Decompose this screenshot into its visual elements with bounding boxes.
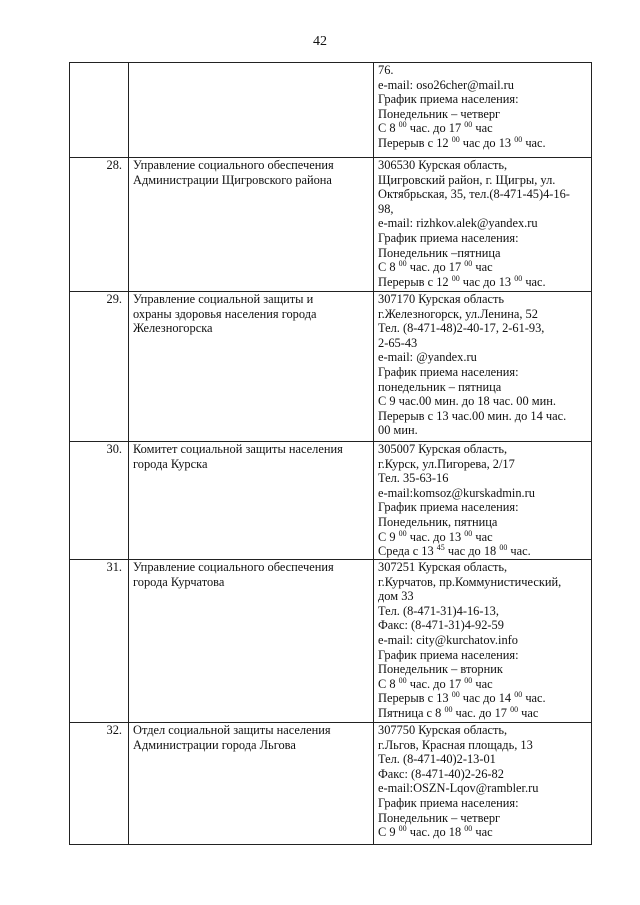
email-text: e-mail:komsoz@kurskadmin.ru	[378, 485, 535, 500]
organization-name	[129, 723, 374, 845]
page-number: 42	[313, 34, 327, 49]
org-line: Администрации города Льгова	[133, 737, 296, 752]
contact-info	[374, 723, 592, 845]
schedule-title: График приема населения:	[378, 92, 519, 107]
address-line: Щигровский район, г. Щигры, ул.	[378, 172, 556, 187]
contact-info	[374, 442, 592, 560]
address-line: 307251 Курская область,	[378, 560, 508, 574]
schedule-hours: С 8 $^{00}$ час. до 17 $^{00}$ час	[378, 675, 493, 691]
address-line: 306530 Курская область,	[378, 158, 508, 172]
table-row	[70, 63, 592, 158]
schedule-hours: С 9 час.00 мин. до 18 час. 00 мин.	[378, 394, 556, 409]
org-line: Управление социального обеспечения	[133, 158, 334, 172]
contacts-table	[69, 62, 592, 845]
schedule-break: 00 мин.	[378, 423, 418, 438]
email-text: e-mail: city@kurchatov.info	[378, 632, 518, 647]
organization-name	[129, 292, 374, 442]
fax-text: Факс: (8-471-40)2-26-82	[378, 766, 504, 781]
address-line: 305007 Курская область,	[378, 442, 508, 456]
email-text: e-mail: rizhkov.alek@yandex.ru	[378, 216, 538, 231]
phone-text: Тел. (8-471-31)4-16-13,	[378, 603, 499, 618]
address-line: г.Железногорск, ул.Ленина, 52	[378, 306, 538, 321]
row-number: 29.	[70, 292, 129, 442]
schedule-break: Перерыв с 13 час.00 мин. до 14 час.	[378, 408, 567, 423]
phone-text: 2-65-43	[378, 335, 418, 350]
table-row	[70, 442, 592, 560]
schedule-extra: Среда с 13 $^{45}$ час до 18 $^{00}$ час.	[378, 543, 531, 559]
org-line: города Курчатова	[133, 574, 225, 589]
fax-text: Факс: (8-471-31)4-92-59	[378, 618, 504, 633]
organization-name	[129, 560, 374, 723]
org-line: Комитет социальной защиты населения	[133, 442, 343, 456]
org-line: Железногорска	[133, 321, 213, 336]
schedule-title: График приема населения:	[378, 795, 519, 810]
contact-info	[374, 560, 592, 723]
organization-name	[129, 63, 374, 158]
row-number: 32.	[70, 723, 129, 845]
schedule-break: Перерыв с 12 $^{00}$ час до 13 $^{00}$ час.	[378, 134, 546, 150]
organization-name	[129, 158, 374, 292]
table-row	[70, 560, 592, 723]
address-line: г.Курск, ул.Пигорева, 2/17	[378, 456, 515, 471]
table-row	[70, 723, 592, 845]
schedule-hours: С 8 $^{00}$ час. до 17 $^{00}$ час	[378, 120, 493, 136]
address-line: дом 33	[378, 589, 414, 604]
schedule-days: Понедельник –пятница	[378, 245, 501, 260]
schedule-days: Понедельник – вторник	[378, 662, 503, 677]
email-text: e-mail:OSZN-Lqov@rambler.ru	[378, 781, 539, 796]
schedule-friday: Пятница с 8 $^{00}$ час. до 17 $^{00}$ час	[378, 704, 539, 720]
address-line: 76.	[378, 63, 394, 77]
phone-text: Тел. (8-471-40)2-13-01	[378, 752, 496, 767]
row-number: 28.	[70, 158, 129, 292]
address-line: 98,	[378, 201, 394, 216]
org-line: города Курска	[133, 456, 208, 471]
schedule-title: График приема населения:	[378, 230, 519, 245]
table-row	[70, 158, 592, 292]
email-text: e-mail: @yandex.ru	[378, 350, 477, 365]
schedule-hours: С 9 $^{00}$ час. до 18 $^{00}$ час	[378, 824, 493, 840]
email-text: e-mail: oso26cher@mail.ru	[378, 77, 514, 92]
schedule-days: Понедельник – четверг	[378, 810, 501, 825]
contact-info	[374, 158, 592, 292]
contact-info	[374, 292, 592, 442]
schedule-hours: С 9 $^{00}$ час. до 13 $^{00}$ час	[378, 528, 493, 544]
row-number: 30.	[70, 442, 129, 560]
schedule-hours: С 8 $^{00}$ час. до 17 $^{00}$ час	[378, 259, 493, 275]
contact-info	[374, 63, 592, 158]
address-line: г.Курчатов, пр.Коммунистический,	[378, 574, 562, 589]
address-line: Октябрьская, 35, тел.(8-471-45)4-16-	[378, 187, 570, 202]
address-line: 307750 Курская область,	[378, 723, 508, 737]
schedule-days: Понедельник – четверг	[378, 106, 501, 121]
row-number	[70, 63, 129, 158]
phone-text: Тел. 35-63-16	[378, 471, 449, 486]
schedule-break: Перерыв с 13 $^{00}$ час до 14 $^{00}$ час.	[378, 690, 546, 706]
schedule-days: Понедельник, пятница	[378, 514, 498, 529]
schedule-title: График приема населения:	[378, 500, 519, 515]
org-line: Отдел социальной защиты населения	[133, 723, 331, 737]
phone-text: Тел. (8-471-48)2-40-17, 2-61-93,	[378, 321, 545, 336]
organization-name	[129, 442, 374, 560]
row-number: 31.	[70, 560, 129, 723]
schedule-days: понедельник – пятница	[378, 379, 502, 394]
org-line: Управление социального обеспечения	[133, 560, 334, 574]
address-line: г.Льгов, Красная площадь, 13	[378, 737, 533, 752]
org-line: Администрации Щигровского района	[133, 172, 332, 187]
schedule-break: Перерыв с 12 $^{00}$ час до 13 $^{00}$ час.	[378, 273, 546, 289]
schedule-title: График приема населения:	[378, 364, 519, 379]
table-row	[70, 292, 592, 442]
org-line: Управление социальной защиты и	[133, 292, 314, 306]
schedule-title: График приема населения:	[378, 647, 519, 662]
org-line: охраны здоровья населения города	[133, 306, 317, 321]
address-line: 307170 Курская область	[378, 292, 505, 306]
